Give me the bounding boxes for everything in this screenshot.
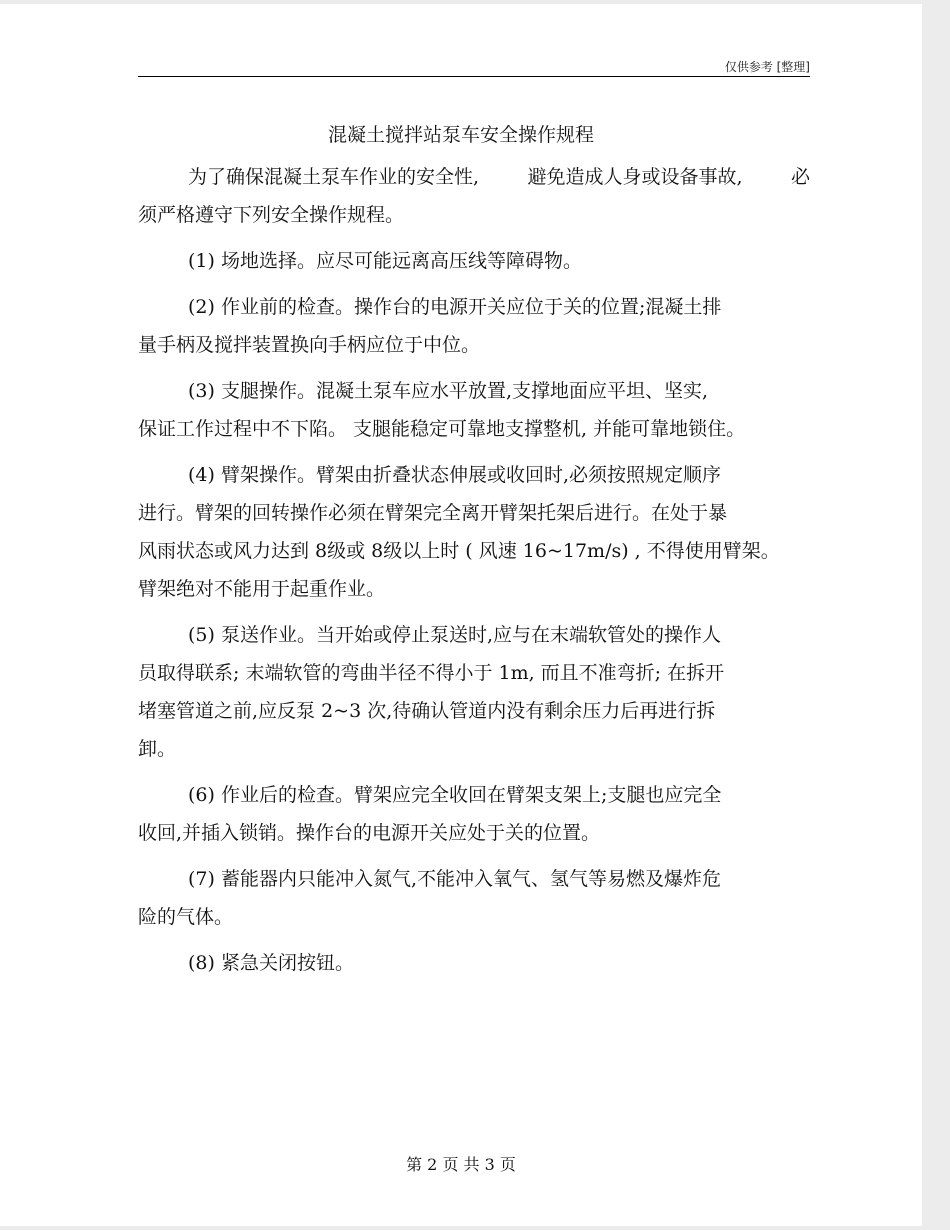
item-line: 员取得联系; 末端软管的弯曲半径不得小于 1m, 而且不准弯折; 在拆开 [138, 662, 725, 684]
item-paragraph-7 [138, 860, 810, 936]
item-line: (4) 臂架操作。臂架由折叠状态伸展或收回时,必须按照规定顺序 [188, 464, 721, 486]
intro-segment: 为了确保混凝土泵车作业的安全性, [188, 166, 480, 188]
item-paragraph-6 [138, 776, 810, 852]
document-body [138, 158, 810, 990]
item-paragraph-4 [138, 456, 810, 608]
item-paragraph-5 [138, 616, 810, 768]
item-line: 臂架绝对不能用于起重作业。 [138, 578, 386, 600]
item-line: 堵塞管道之前,应反泵 2~3 次,待确认管道内没有剩余压力后再进行拆 [138, 700, 716, 722]
document-title: 混凝土搅拌站泵车安全操作规程 [327, 124, 594, 146]
item-line: 保证工作过程中不下陷。 支腿能稳定可靠地支撑整机, 并能可靠地锁住。 [138, 418, 746, 440]
header-rule [138, 76, 810, 77]
item-line: (3) 支腿操作。混凝土泵车应水平放置,支撑地面应平坦、坚实, [188, 380, 709, 402]
intro-paragraph [138, 158, 810, 234]
item-paragraph-3 [138, 372, 810, 448]
page-number-footer: 第 2 页 共 3 页 [406, 1155, 516, 1174]
item-line: 险的气体。 [138, 906, 234, 928]
item-line: (6) 作业后的检查。臂架应完全收回在臂架支架上;支腿也应完全 [188, 784, 722, 806]
item-line: 卸。 [138, 738, 177, 760]
item-line: 量手柄及搅拌装置换向手柄应位于中位。 [138, 334, 481, 356]
item-line: (8) 紧急关闭按钮。 [188, 952, 354, 974]
item-paragraph-2 [138, 288, 810, 364]
item-paragraph-8 [138, 944, 810, 982]
intro-line-2: 须严格遵守下列安全操作规程。 [138, 204, 405, 226]
item-line: (1) 场地选择。应尽可能远离高压线等障碍物。 [188, 250, 582, 272]
intro-segment: 必 [790, 166, 810, 188]
item-line: 收回,并插入锁销。操作台的电源开关应处于关的位置。 [138, 822, 601, 844]
item-paragraph-1 [138, 242, 810, 280]
header-note: 仅供参考 [整理] [724, 60, 810, 74]
item-line: (2) 作业前的检查。操作台的电源开关应位于关的位置;混凝土排 [188, 296, 722, 318]
item-line: 进行。臂架的回转操作必须在臂架完全离开臂架托架后进行。在处于暴 [138, 502, 728, 524]
item-line: (7) 蓄能器内只能冲入氮气,不能冲入氧气、氢气等易燃及爆炸危 [188, 868, 721, 890]
intro-line-1 [138, 158, 810, 196]
document-page [0, 4, 922, 1226]
item-line: 风雨状态或风力达到 8级或 8级以上时 ( 风速 16~17m/s) , 不得使用臂架。 [138, 540, 780, 562]
item-line: (5) 泵送作业。当开始或停止泵送时,应与在末端软管处的操作人 [188, 624, 721, 646]
intro-segment: 避免造成人身或设备事故, [527, 166, 743, 188]
